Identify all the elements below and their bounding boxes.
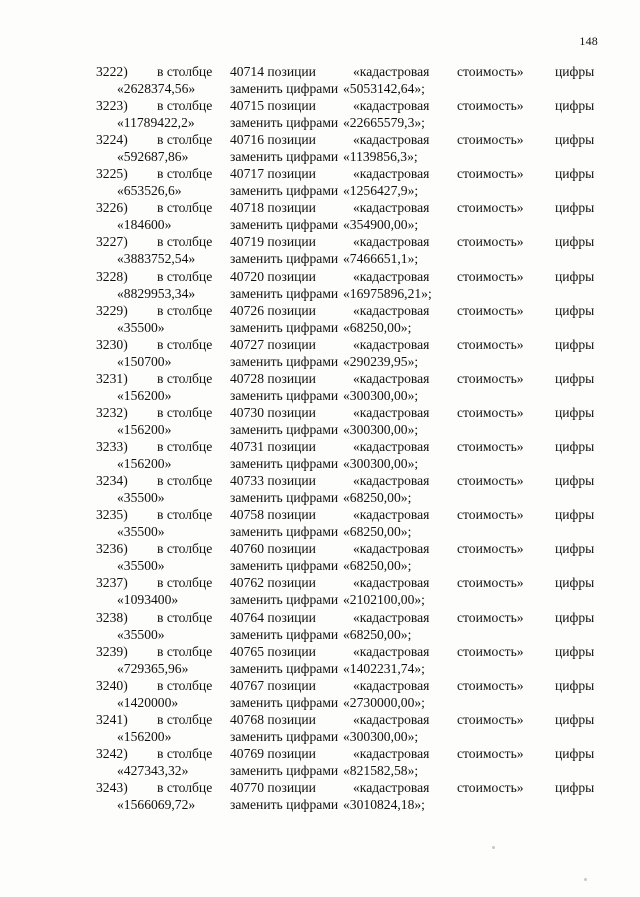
entry-number: 3239)	[96, 643, 128, 659]
new-value: «1139856,3»;	[343, 149, 418, 165]
value-text: стоимость»	[457, 643, 524, 659]
column-text: в столбце	[157, 439, 213, 455]
replace-text: заменить цифрами	[230, 353, 339, 369]
new-value: «300300,00»;	[343, 728, 419, 744]
old-value: «592687,86»	[117, 149, 189, 165]
new-value: «300300,00»;	[343, 456, 419, 472]
new-value: «300300,00»;	[343, 421, 419, 437]
column-text: в столбце	[157, 711, 213, 727]
digits-text: цифры	[555, 643, 595, 659]
digits-text: цифры	[555, 166, 595, 182]
position-text: 40758 позиции	[230, 507, 316, 523]
position-text: 40769 позиции	[230, 745, 316, 761]
entry-number: 3230)	[96, 336, 128, 352]
cadastral-text: «кадастровая	[353, 404, 430, 420]
cadastral-text: «кадастровая	[353, 643, 430, 659]
scan-speck	[492, 846, 495, 849]
column-text: в столбце	[157, 64, 213, 79]
position-text: 40714 позиции	[230, 64, 316, 79]
column-text: в столбце	[157, 575, 213, 591]
new-value: «300300,00»;	[343, 387, 419, 403]
replace-text: заменить цифрами	[230, 421, 339, 437]
value-text: стоимость»	[457, 541, 524, 557]
amendment-entry	[0, 64, 640, 98]
amendment-entry	[0, 610, 640, 644]
position-text: 40767 позиции	[230, 677, 316, 693]
value-text: стоимость»	[457, 507, 524, 523]
column-text: в столбце	[157, 473, 213, 489]
position-text: 40718 позиции	[230, 200, 316, 216]
amendment-entry	[0, 678, 640, 712]
column-text: в столбце	[157, 404, 213, 420]
replace-text: заменить цифрами	[230, 115, 339, 131]
new-value: «16975896,21»;	[343, 285, 432, 301]
digits-text: цифры	[555, 370, 595, 386]
new-value: «1256427,9»;	[343, 183, 419, 199]
column-text: в столбце	[157, 745, 213, 761]
entry-number: 3224)	[96, 132, 128, 148]
digits-text: цифры	[555, 234, 595, 250]
amendment-entry	[0, 303, 640, 337]
value-text: стоимость»	[457, 370, 524, 386]
old-value: «8829953,34»	[117, 285, 196, 301]
digits-text: цифры	[555, 336, 595, 352]
digits-text: цифры	[555, 575, 595, 591]
value-text: стоимость»	[457, 268, 524, 284]
value-text: стоимость»	[457, 473, 524, 489]
value-text: стоимость»	[457, 609, 524, 625]
column-text: в столбце	[157, 98, 213, 114]
new-value: «68250,00»;	[343, 524, 412, 540]
cadastral-text: «кадастровая	[353, 439, 430, 455]
entry-number: 3236)	[96, 541, 128, 557]
old-value: «1566069,72»	[117, 796, 196, 812]
replace-text: заменить цифрами	[230, 626, 339, 642]
old-value: «35500»	[117, 558, 165, 574]
position-text: 40733 позиции	[230, 473, 316, 489]
cadastral-text: «кадастровая	[353, 779, 430, 795]
amendment-entry	[0, 541, 640, 575]
new-value: «68250,00»;	[343, 490, 412, 506]
cadastral-text: «кадастровая	[353, 200, 430, 216]
digits-text: цифры	[555, 200, 595, 216]
entry-number: 3238)	[96, 609, 128, 625]
replace-text: заменить цифрами	[230, 251, 339, 267]
amendment-entry	[0, 405, 640, 439]
entry-number: 3223)	[96, 98, 128, 114]
position-text: 40770 позиции	[230, 779, 316, 795]
new-value: «354900,00»;	[343, 217, 419, 233]
old-value: «1420000»	[117, 694, 179, 710]
column-text: в столбце	[157, 200, 213, 216]
position-text: 40728 позиции	[230, 370, 316, 386]
digits-text: цифры	[555, 541, 595, 557]
new-value: «290239,95»;	[343, 353, 419, 369]
value-text: стоимость»	[457, 779, 524, 795]
column-text: в столбце	[157, 643, 213, 659]
amendment-entry	[0, 473, 640, 507]
old-value: «150700»	[117, 353, 172, 369]
entry-number: 3237)	[96, 575, 128, 591]
cadastral-text: «кадастровая	[353, 98, 430, 114]
replace-text: заменить цифрами	[230, 796, 339, 812]
entry-number: 3226)	[96, 200, 128, 216]
amendment-entry	[0, 132, 640, 166]
column-text: в столбце	[157, 677, 213, 693]
cadastral-text: «кадастровая	[353, 507, 430, 523]
amendment-entry	[0, 575, 640, 609]
amendment-entry	[0, 337, 640, 371]
replace-text: заменить цифрами	[230, 456, 339, 472]
entry-number: 3225)	[96, 166, 128, 182]
cadastral-text: «кадастровая	[353, 234, 430, 250]
position-text: 40719 позиции	[230, 234, 316, 250]
value-text: стоимость»	[457, 234, 524, 250]
cadastral-text: «кадастровая	[353, 336, 430, 352]
replace-text: заменить цифрами	[230, 728, 339, 744]
cadastral-text: «кадастровая	[353, 711, 430, 727]
column-text: в столбце	[157, 268, 213, 284]
position-text: 40760 позиции	[230, 541, 316, 557]
scan-speck	[584, 878, 587, 881]
entry-number: 3232)	[96, 404, 128, 420]
cadastral-text: «кадастровая	[353, 473, 430, 489]
new-value: «3010824,18»;	[343, 796, 425, 812]
column-text: в столбце	[157, 132, 213, 148]
old-value: «729365,96»	[117, 660, 189, 676]
digits-text: цифры	[555, 98, 595, 114]
amendment-entry	[0, 644, 640, 678]
old-value: «35500»	[117, 626, 165, 642]
replace-text: заменить цифрами	[230, 217, 339, 233]
entry-number: 3235)	[96, 507, 128, 523]
new-value: «68250,00»;	[343, 319, 412, 335]
position-text: 40715 позиции	[230, 98, 316, 114]
column-text: в столбце	[157, 370, 213, 386]
position-text: 40716 позиции	[230, 132, 316, 148]
old-value: «35500»	[117, 319, 165, 335]
replace-text: заменить цифрами	[230, 81, 339, 96]
digits-text: цифры	[555, 404, 595, 420]
column-text: в столбце	[157, 234, 213, 250]
position-text: 40717 позиции	[230, 166, 316, 182]
value-text: стоимость»	[457, 745, 524, 761]
replace-text: заменить цифрами	[230, 660, 339, 676]
digits-text: цифры	[555, 439, 595, 455]
value-text: стоимость»	[457, 98, 524, 114]
entry-number: 3241)	[96, 711, 128, 727]
digits-text: цифры	[555, 609, 595, 625]
amendment-entry	[0, 780, 640, 814]
column-text: в столбце	[157, 302, 213, 318]
replace-text: заменить цифрами	[230, 490, 339, 506]
old-value: «427343,32»	[117, 762, 189, 778]
replace-text: заменить цифрами	[230, 592, 339, 608]
digits-text: цифры	[555, 132, 595, 148]
amendment-entry	[0, 98, 640, 132]
digits-text: цифры	[555, 507, 595, 523]
old-value: «184600»	[117, 217, 172, 233]
cadastral-text: «кадастровая	[353, 370, 430, 386]
value-text: стоимость»	[457, 64, 524, 79]
value-text: стоимость»	[457, 200, 524, 216]
cadastral-text: «кадастровая	[353, 541, 430, 557]
amendment-entry	[0, 234, 640, 268]
old-value: «653526,6»	[117, 183, 182, 199]
value-text: стоимость»	[457, 404, 524, 420]
amendment-entry	[0, 439, 640, 473]
old-value: «3883752,54»	[117, 251, 196, 267]
digits-text: цифры	[555, 302, 595, 318]
digits-text: цифры	[555, 779, 595, 795]
cadastral-text: «кадастровая	[353, 132, 430, 148]
value-text: стоимость»	[457, 166, 524, 182]
amendment-list	[0, 64, 640, 814]
digits-text: цифры	[555, 711, 595, 727]
digits-text: цифры	[555, 64, 595, 79]
column-text: в столбце	[157, 779, 213, 795]
page-number: 148	[579, 34, 598, 48]
replace-text: заменить цифрами	[230, 558, 339, 574]
entry-number: 3243)	[96, 779, 128, 795]
entry-number: 3229)	[96, 302, 128, 318]
new-value: «68250,00»;	[343, 558, 412, 574]
value-text: стоимость»	[457, 575, 524, 591]
new-value: «68250,00»;	[343, 626, 412, 642]
replace-text: заменить цифрами	[230, 183, 339, 199]
new-value: «2730000,00»;	[343, 694, 425, 710]
amendment-entry	[0, 746, 640, 780]
replace-text: заменить цифрами	[230, 319, 339, 335]
digits-text: цифры	[555, 268, 595, 284]
entry-number: 3222)	[96, 64, 128, 79]
entry-number: 3228)	[96, 268, 128, 284]
new-value: «22665579,3»;	[343, 115, 425, 131]
entry-number: 3231)	[96, 370, 128, 386]
cadastral-text: «кадастровая	[353, 677, 430, 693]
amendment-entry	[0, 269, 640, 303]
new-value: «7466651,1»;	[343, 251, 419, 267]
cadastral-text: «кадастровая	[353, 745, 430, 761]
position-text: 40727 позиции	[230, 336, 316, 352]
new-value: «2102100,00»;	[343, 592, 425, 608]
position-text: 40764 позиции	[230, 609, 316, 625]
digits-text: цифры	[555, 473, 595, 489]
value-text: стоимость»	[457, 336, 524, 352]
entry-number: 3233)	[96, 439, 128, 455]
position-text: 40730 позиции	[230, 404, 316, 420]
replace-text: заменить цифрами	[230, 524, 339, 540]
old-value: «11789422,2»	[117, 115, 195, 131]
old-value: «156200»	[117, 456, 172, 472]
column-text: в столбце	[157, 541, 213, 557]
amendment-entry	[0, 200, 640, 234]
column-text: в столбце	[157, 507, 213, 523]
new-value: «5053142,64»;	[343, 81, 425, 96]
entry-number: 3242)	[96, 745, 128, 761]
cadastral-text: «кадастровая	[353, 268, 430, 284]
replace-text: заменить цифрами	[230, 694, 339, 710]
column-text: в столбце	[157, 609, 213, 625]
amendment-entry	[0, 166, 640, 200]
cadastral-text: «кадастровая	[353, 166, 430, 182]
old-value: «35500»	[117, 490, 165, 506]
old-value: «156200»	[117, 421, 172, 437]
position-text: 40726 позиции	[230, 302, 316, 318]
cadastral-text: «кадастровая	[353, 302, 430, 318]
entry-number: 3227)	[96, 234, 128, 250]
new-value: «1402231,74»;	[343, 660, 425, 676]
column-text: в столбце	[157, 166, 213, 182]
replace-text: заменить цифрами	[230, 387, 339, 403]
replace-text: заменить цифрами	[230, 149, 339, 165]
replace-text: заменить цифрами	[230, 762, 339, 778]
value-text: стоимость»	[457, 677, 524, 693]
cadastral-text: «кадастровая	[353, 64, 430, 79]
old-value: «156200»	[117, 387, 172, 403]
cadastral-text: «кадастровая	[353, 575, 430, 591]
value-text: стоимость»	[457, 132, 524, 148]
old-value: «2628374,56»	[117, 81, 196, 96]
replace-text: заменить цифрами	[230, 285, 339, 301]
amendment-entry	[0, 371, 640, 405]
old-value: «1093400»	[117, 592, 179, 608]
digits-text: цифры	[555, 745, 595, 761]
position-text: 40765 позиции	[230, 643, 316, 659]
cadastral-text: «кадастровая	[353, 609, 430, 625]
old-value: «156200»	[117, 728, 172, 744]
position-text: 40762 позиции	[230, 575, 316, 591]
position-text: 40768 позиции	[230, 711, 316, 727]
amendment-entry	[0, 507, 640, 541]
amendment-entry	[0, 712, 640, 746]
entry-number: 3234)	[96, 473, 128, 489]
digits-text: цифры	[555, 677, 595, 693]
position-text: 40720 позиции	[230, 268, 316, 284]
old-value: «35500»	[117, 524, 165, 540]
value-text: стоимость»	[457, 711, 524, 727]
value-text: стоимость»	[457, 302, 524, 318]
column-text: в столбце	[157, 336, 213, 352]
entry-number: 3240)	[96, 677, 128, 693]
position-text: 40731 позиции	[230, 439, 316, 455]
new-value: «821582,58»;	[343, 762, 419, 778]
value-text: стоимость»	[457, 439, 524, 455]
